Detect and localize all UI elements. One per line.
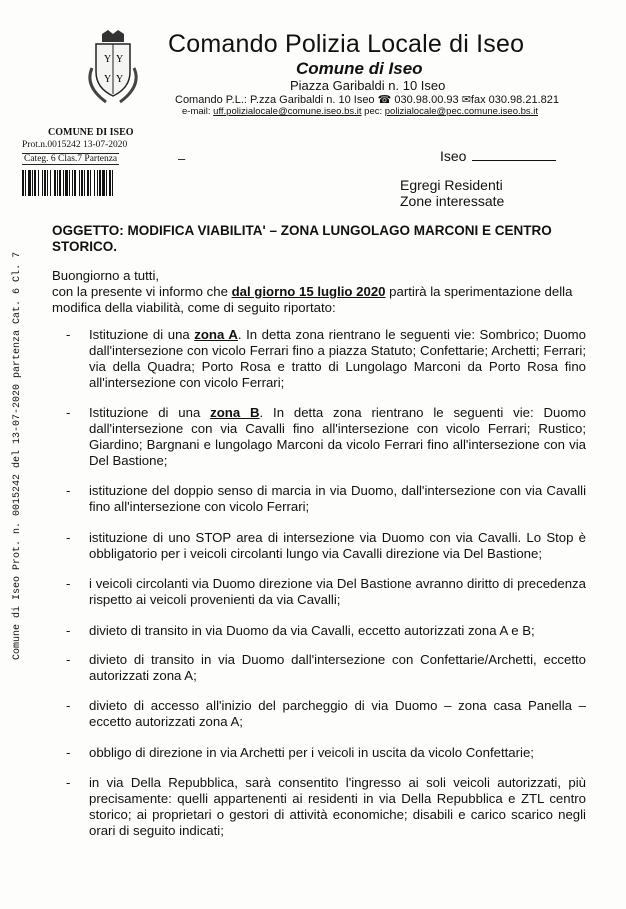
list-item-text-part: divieto di accesso all'inizio del parcheggio di via Duomo – zona casa Panella – eccetto autorizzati zona A;	[89, 698, 586, 729]
greeting: Buongiorno a tutti,	[52, 268, 160, 283]
list-bullet: -	[66, 623, 71, 638]
stamp-category: Categ. 6 Clas.7 Partenza	[24, 154, 118, 164]
fax-number: fax 030.98.21.821	[470, 94, 559, 106]
list-item-text	[89, 327, 586, 391]
list-item-text-part: divieto di transito in via Duomo da via Cavalli, eccetto autorizzati zona A e B;	[89, 623, 535, 638]
stamp-dash: –	[178, 151, 186, 166]
email-label: e-mail:	[182, 106, 211, 117]
list-bullet: -	[66, 530, 71, 545]
side-protocol-text: Comune di Iseo Prot. n. 0015242 del 13-07-2020 partenza Cat. 6 Cl. 7	[12, 251, 23, 660]
pec-link[interactable]: polizialocale@pec.comune.iseo.bs.it	[384, 106, 539, 117]
recipients	[400, 177, 504, 209]
header-subtitle: Comune di Iseo	[296, 59, 423, 78]
list-bullet: -	[66, 405, 71, 420]
list-item-text-part: istituzione del doppio senso di marcia in via Duomo, dall'intersezione con via Cavalli fino all'intersezione con vicolo Ferrari;	[89, 483, 586, 514]
list-item-text-part: in via Della Repubblica, sarà consentito l'ingresso ai soli veicoli autorizzati, più precisamente: quelli appartenenti ai residenti in via Della Repubblica e ZTL centro storico; ai proprietari o gestori di attività economiche; disabili e carico scarico negli orari di seguito indicati;	[89, 775, 586, 838]
fax-icon: ✉	[461, 94, 471, 106]
header-email-line	[182, 106, 538, 117]
barcode-bar	[113, 170, 114, 196]
list-item-text	[89, 652, 586, 684]
list-item-text-part: i veicoli circolanti via Duomo direzione via Del Bastione avranno diritto di precedenza rispetto ai veicoli provenienti da via Cavalli;	[89, 576, 586, 607]
list-item-text-part: Istituzione di una	[89, 327, 195, 342]
place-name: Iseo	[440, 148, 467, 164]
list-item-text-part: . In detta zona rientrano le seguenti vie: Duomo dall'intersezione con via Cavalli fino all'intersezione con vicolo Ferrari; Rustico; Giardino; Bargnani e lungolago Marconi da vicolo Ferrari fino all'intersezione con via Del Bastione;	[89, 405, 586, 468]
list-bullet: -	[66, 698, 71, 713]
intro-text-end: partirà la sperimentazione della modifica della viabilità, come di seguito riportato:	[52, 284, 573, 315]
list-bullet: -	[66, 576, 71, 591]
email-link[interactable]: uff.polizialocale@comune.iseo.bs.it	[213, 106, 362, 117]
list-bullet: -	[66, 775, 71, 790]
svg-text:Y: Y	[116, 54, 124, 65]
protocol-stamp	[20, 126, 160, 196]
list-item-text	[89, 530, 586, 562]
list-item-text	[89, 745, 586, 761]
side-protocol-stamp	[2, 251, 23, 665]
list-item-text-part: divieto di transito in via Duomo dall'intersezione con Confettarie/Archetti, eccetto autorizzati zona A;	[89, 652, 586, 683]
list-bullet: -	[66, 652, 71, 667]
stamp-title: COMUNE DI ISEO	[48, 127, 134, 138]
intro-paragraph	[52, 284, 586, 316]
zone-label: zona A	[194, 327, 238, 342]
svg-text:Y: Y	[104, 74, 112, 85]
intro-text: con la presente vi informo che	[52, 284, 232, 299]
start-date: dal giorno 15 luglio 2020	[231, 284, 386, 299]
place-date	[440, 148, 556, 164]
date-blank-line	[472, 148, 556, 161]
list-item-text-part: istituzione di uno STOP area di intersezione via Duomo con via Cavalli. Lo Stop è obbligatorio per i veicoli circolanti lungo via Cavalli direzione via Del Bastione;	[89, 530, 586, 561]
recipient-line: Egregi Residenti	[400, 177, 503, 193]
zone-label: zona B	[210, 405, 260, 420]
svg-text:Y: Y	[104, 54, 112, 65]
header-address: Piazza Garibaldi n. 10 Iseo	[290, 78, 446, 93]
list-item-text	[89, 483, 586, 515]
list-item-text	[89, 405, 586, 469]
subject: OGGETTO: MODIFICA VIABILITA' – ZONA LUNGOLAGO MARCONI E CENTRO STORICO.	[52, 223, 552, 254]
list-item-text-part: obbligo di direzione in via Archetti per i veicoli in uscita da vicolo Confettarie;	[89, 745, 534, 760]
list-item-text	[89, 623, 586, 639]
recipient-line: Zone interessate	[400, 193, 505, 209]
contacts-prefix: Comando P.L.: P.zza Garibaldi n. 10 Iseo	[175, 94, 375, 106]
barcode	[22, 170, 158, 196]
phone-icon: ☎	[377, 94, 392, 106]
header-contacts	[175, 93, 559, 106]
list-item-text	[89, 576, 586, 608]
list-bullet: -	[66, 483, 71, 498]
list-item-text-part: . In detta zona rientrano le seguenti vie: Sombrico; Duomo dall'intersezione con vicolo Ferrari fino a piazza Statuto; Confettarie; Archetti; Ferrari; via della Quadra; Porto Rosa e tratto di Lungolago Marconi da Porto Rosa fino all'intersezione con vicolo Ferrari;	[89, 327, 586, 390]
list-item-text	[89, 698, 586, 730]
pec-label: pec:	[364, 106, 383, 117]
list-item-text-part: Istituzione di una	[89, 405, 211, 420]
list-item-text	[89, 775, 586, 839]
letter-body	[52, 268, 586, 320]
phone-number: 030.98.00.93	[394, 94, 459, 106]
stamp-protocol: Prot.n.0015242 13-07-2020	[22, 140, 128, 150]
coat-of-arms-icon	[82, 28, 144, 106]
header-title: Comando Polizia Locale di Iseo	[168, 30, 525, 58]
list-bullet: -	[66, 327, 71, 342]
list-bullet: -	[66, 745, 71, 760]
svg-text:Y: Y	[116, 74, 124, 85]
